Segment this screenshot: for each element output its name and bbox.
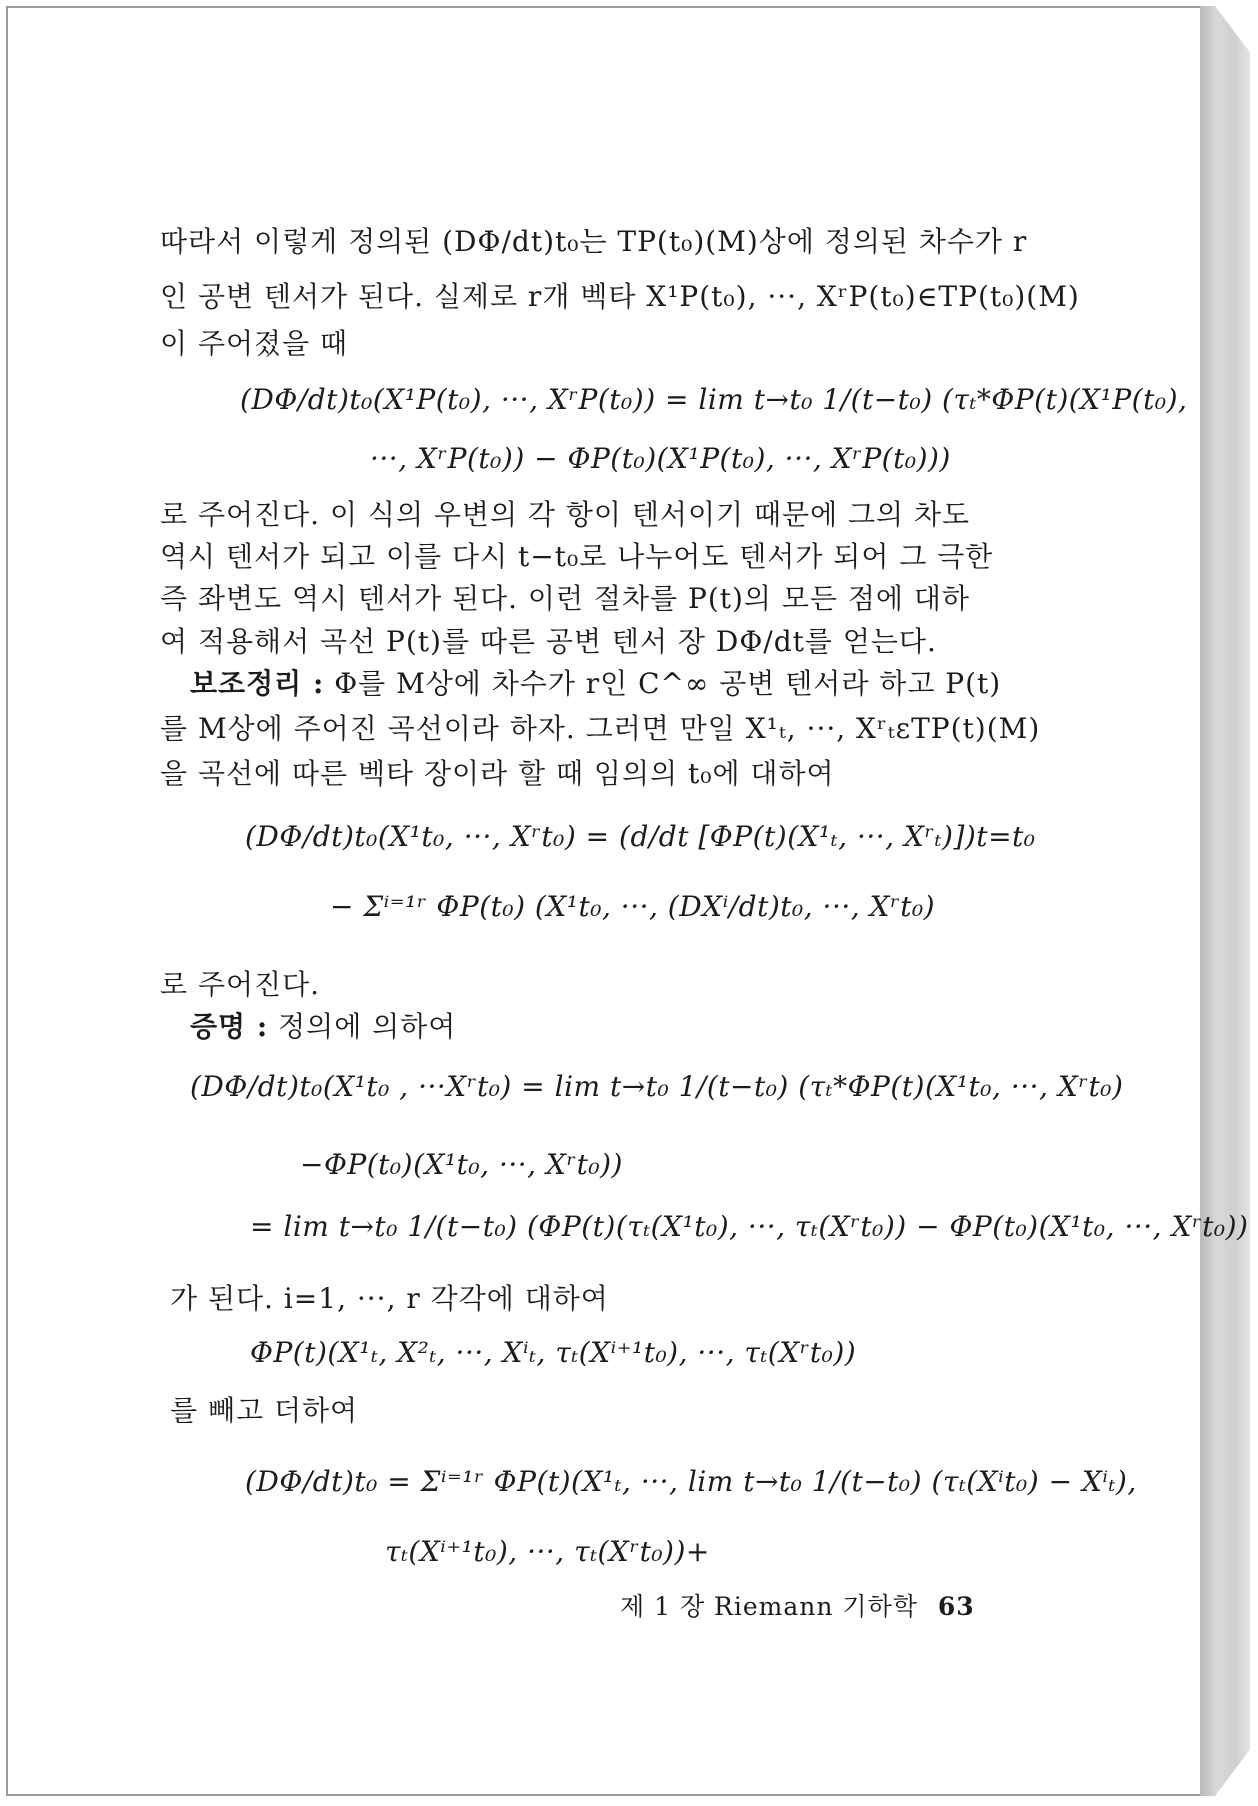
page-number: 63 [937,1592,975,1621]
equation-1-line-2: ···, XʳP(t₀)) − ΦP(t₀)(X¹P(t₀), ···, XʳP(t₀))) [370,442,951,475]
paragraph-2-line-1: 로 주어진다. 이 식의 우변의 각 항이 텐서이기 때문에 그의 차도 [160,498,971,531]
lemma-text-1: Φ를 M상에 차수가 r인 C^∞ 공변 텐서라 하고 P(t) [334,667,1002,700]
equation-3-line-1: (DΦ/dt)t₀(X¹t₀ , ···Xʳt₀) = lim t→t₀ 1/(t−t₀) (τₜ*ΦP(t)(X¹t₀, ···, Xʳt₀) [190,1070,1124,1103]
page-edge-shadow [1200,6,1250,1796]
page-footer [620,1587,975,1623]
equation-4: ΦP(t)(X¹ₜ, X²ₜ, ···, Xⁱₜ, τₜ(Xⁱ⁺¹t₀), ···, τₜ(Xʳt₀)) [250,1336,857,1369]
paragraph-1-line-3: 이 주어졌을 때 [160,327,349,360]
paragraph-3: 로 주어진다. [160,968,321,1001]
lemma-line-1 [190,667,1001,701]
paragraph-4: 가 된다. i=1, ···, r 각각에 대하여 [170,1282,609,1315]
paragraph-2-line-4: 여 적용해서 곡선 P(t)를 따른 공변 텐서 장 DΦ/dt를 얻는다. [160,625,937,658]
lemma-line-3: 을 곡선에 따른 벡타 장이라 할 때 임의의 t₀에 대하여 [160,757,835,790]
paragraph-2-line-3: 즉 좌변도 역시 텐서가 된다. 이런 절차를 P(t)의 모든 점에 대하 [160,582,970,615]
equation-5-line-1: (DΦ/dt)t₀ = Σⁱ⁼¹ʳ ΦP(t)(X¹ₜ, ···, lim t→t₀ 1/(t−t₀) (τₜ(Xⁱt₀) − Xⁱₜ), [245,1465,1137,1498]
proof-line [190,1010,456,1044]
chapter-title: 제 1 장 Riemann 기하학 [620,1592,918,1621]
lemma-label: 보조정리 : [190,667,325,700]
equation-3-line-2: −ΦP(t₀)(X¹t₀, ···, Xʳt₀)) [300,1148,623,1181]
equation-5-line-2: τₜ(Xⁱ⁺¹t₀), ···, τₜ(Xʳt₀))+ [385,1535,710,1568]
lemma-line-2: 를 M상에 주어진 곡선이라 하자. 그러면 만일 X¹ₜ, ···, XʳₜεTP(t)(M) [160,712,1041,745]
equation-3-line-3: = lim t→t₀ 1/(t−t₀) (ΦP(t)(τₜ(X¹t₀), ···, τₜ(Xʳt₀)) − ΦP(t₀)(X¹t₀, ···, Xʳt₀)) [250,1210,1249,1243]
equation-2-line-1: (DΦ/dt)t₀(X¹t₀, ···, Xʳt₀) = (d/dt [ΦP(t)(X¹ₜ, ···, Xʳₜ)])t=t₀ [245,820,1036,853]
paragraph-1-line-2: 인 공변 텐서가 된다. 실제로 r개 벡타 X¹P(t₀), ···, XʳP(t₀)∈TP(t₀)(M) [160,280,1080,313]
proof-intro: 정의에 의하여 [278,1010,457,1043]
paragraph-1-line-1: 따라서 이렇게 정의된 (DΦ/dt)t₀는 TP(t₀)(M)상에 정의된 차수가 r [160,225,1028,258]
equation-1-line-1: (DΦ/dt)t₀(X¹P(t₀), ···, XʳP(t₀)) = lim t→t₀ 1/(t−t₀) (τₜ*ΦP(t)(X¹P(t₀), [240,383,1188,416]
proof-label: 증명 : [190,1010,269,1043]
paragraph-2-line-2: 역시 텐서가 되고 이를 다시 t−t₀로 나누어도 텐서가 되어 그 극한 [160,540,994,573]
paragraph-5: 를 빼고 더하여 [170,1394,359,1427]
equation-2-line-2: − Σⁱ⁼¹ʳ ΦP(t₀) (X¹t₀, ···, (DXⁱ/dt)t₀, ···, Xʳt₀) [330,890,936,923]
